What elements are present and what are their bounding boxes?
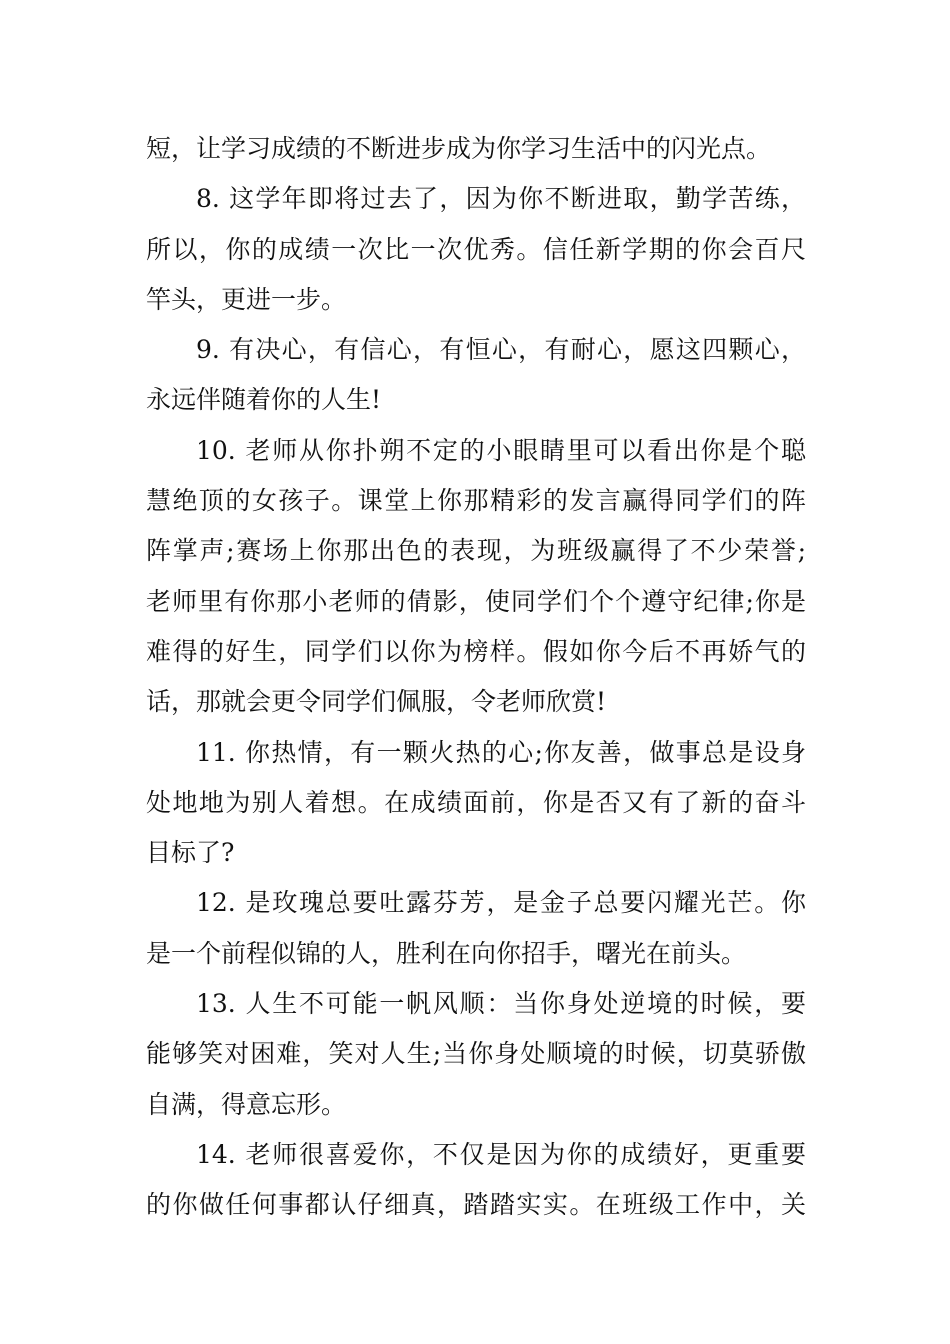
text-line: 能够笑对困难，笑对人生;当你身处顺境的时候，切莫骄傲 bbox=[146, 1039, 806, 1069]
text-line: 是一个前程似锦的人，胜利在向你招手，曙光在前头。 bbox=[146, 938, 747, 968]
text-line: 的你做任何事都认仔细真，踏踏实实。在班级工作中，关 bbox=[146, 1190, 806, 1220]
text-line: 目标了? bbox=[146, 838, 235, 868]
paragraph-first-line: 8. 这学年即将过去了，因为你不断进取，勤学苦练， bbox=[196, 184, 806, 214]
text-line: 老师里有你那小老师的倩影，使同学们个个遵守纪律;你是 bbox=[146, 586, 806, 616]
text-line: 话，那就会更令同学们佩服，令老师欣赏! bbox=[146, 687, 607, 717]
text-line: 永远伴随着你的人生! bbox=[146, 385, 382, 415]
text-line: 阵掌声;赛场上你那出色的表现，为班级赢得了不少荣誉; bbox=[146, 536, 806, 566]
paragraph-first-line: 13. 人生不可能一帆风顺：当你身处逆境的时候，要 bbox=[196, 989, 806, 1019]
document-body bbox=[146, 124, 806, 1231]
text-line: 慧绝顶的女孩子。课堂上你那精彩的发言赢得同学们的阵 bbox=[146, 486, 806, 516]
paragraph-first-line: 10. 老师从你扑朔不定的小眼睛里可以看出你是个聪 bbox=[196, 435, 806, 465]
paragraph-first-line: 11. 你热情，有一颗火热的心;你友善，做事总是设身 bbox=[196, 737, 806, 767]
paragraph-first-line: 14. 老师很喜爱你，不仅是因为你的成绩好，更重要 bbox=[196, 1139, 806, 1169]
paragraph-first-line: 12. 是玫瑰总要吐露芬芳，是金子总要闪耀光芒。你 bbox=[196, 888, 806, 918]
text-line: 所以，你的成绩一次比一次优秀。信任新学期的你会百尺 bbox=[146, 234, 806, 264]
text-line: 难得的好生，同学们以你为榜样。假如你今后不再娇气的 bbox=[146, 636, 806, 666]
text-line: 处地地为别人着想。在成绩面前，你是否又有了新的奋斗 bbox=[146, 787, 806, 817]
paragraph-first-line: 9. 有决心，有信心，有恒心，有耐心，愿这四颗心， bbox=[196, 335, 806, 365]
text-line: 自满，得意忘形。 bbox=[146, 1089, 347, 1119]
text-line: 竿头，更进一步。 bbox=[146, 284, 347, 314]
text-line: 短，让学习成绩的不断进步成为你学习生活中的闪光点。 bbox=[146, 134, 772, 163]
